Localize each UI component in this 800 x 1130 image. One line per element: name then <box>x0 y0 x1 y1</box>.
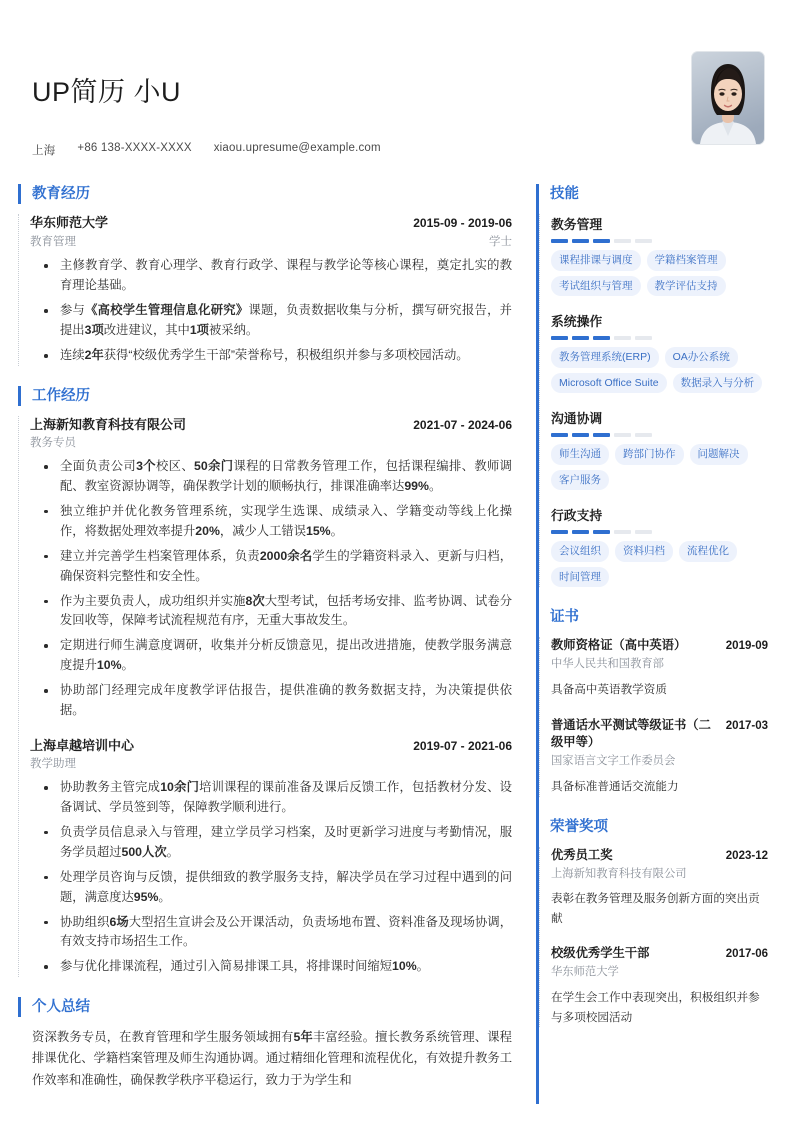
list-item: 负责学员信息录入与管理，建立学员学习档案，及时更新学习进度与考勤情况，服务学员超过500人次。 <box>30 823 512 863</box>
work-entry-header <box>30 737 512 756</box>
skill-tag: 师生沟通 <box>551 444 609 465</box>
work-company: 上海卓越培训中心 <box>30 737 135 753</box>
list-item: 协助部门经理完成年度教学评估报告，提供准确的教务数据支持，为决策提供依据。 <box>30 681 512 721</box>
skill-tag: 时间管理 <box>551 567 609 588</box>
section-honors <box>550 817 768 1027</box>
section-body-education <box>18 214 512 366</box>
skill-tag: OA办公系统 <box>665 347 738 368</box>
section-skills <box>550 184 768 587</box>
certificate-name: 教师资格证（高中英语） <box>551 638 687 653</box>
skill-tags <box>551 541 768 587</box>
list-item: 协助教务主管完成10余门培训课程的课前准备及课后反馈工作，包括教材分发、设备调试、学员签到等，保障教学顺利进行。 <box>30 778 512 818</box>
skill-level-segment <box>614 433 631 437</box>
section-title-certificates: 证书 <box>550 609 579 626</box>
skill-group-name: 系统操作 <box>551 314 603 330</box>
work-entry <box>30 416 512 721</box>
sidebar-column <box>536 184 768 1104</box>
certificate-date: 2017-03 <box>725 719 768 732</box>
section-body-work <box>18 416 512 977</box>
section-title-education: 教育经历 <box>18 184 512 204</box>
skill-tag: 教学评估支持 <box>647 276 726 297</box>
skill-tag: 流程优化 <box>679 541 737 562</box>
education-entry <box>30 214 512 366</box>
honor-name: 校级优秀学生干部 <box>551 946 650 961</box>
skill-level-segment <box>593 239 610 243</box>
resume-body <box>32 184 768 1110</box>
list-item: 参与优化排课流程，通过引入简易排课工具，将排课时间缩短10%。 <box>30 957 512 977</box>
section-title-work: 工作经历 <box>18 386 512 406</box>
honor-header <box>551 847 768 865</box>
list-item: 作为主要负责人，成功组织并实施8次大型考试，包括考场安排、监考协调、试卷分发回收等，保障考试流程规范有序，无重大事故发生。 <box>30 592 512 632</box>
section-body-certificates <box>539 637 768 796</box>
certificate-entry <box>551 717 768 797</box>
avatar <box>692 52 764 144</box>
work-company: 上海新知教育科技有限公司 <box>30 417 187 433</box>
skill-level-segment <box>593 530 610 534</box>
work-date: 2021-07 - 2024-06 <box>413 418 512 433</box>
skill-tag: 课程排课与调度 <box>551 250 641 271</box>
section-body-honors <box>539 847 768 1027</box>
skill-group <box>551 408 768 490</box>
work-role: 教务专员 <box>30 436 76 449</box>
skill-tag: 数据录入与分析 <box>673 373 763 394</box>
list-item: 连续2年获得“校级优秀学生干部”荣誉称号，积极组织并参与多项校园活动。 <box>30 346 512 366</box>
contact-phone: +86 138-XXXX-XXXX <box>77 142 192 155</box>
certificate-date: 2019-09 <box>725 640 768 653</box>
skill-level-meter <box>551 336 768 340</box>
skill-level-segment <box>614 336 631 340</box>
skill-level-segment <box>614 530 631 534</box>
work-role: 教学助理 <box>30 757 76 770</box>
certificate-desc: 具备标准普通话交流能力 <box>551 780 679 794</box>
certificate-entry <box>551 637 768 699</box>
list-item: 全面负责公司3个校区、50余门课程的日常教务管理工作，包括课程编排、教师调配、教室资源协调等，确保教学计划的顺畅执行，排课准确率达99%。 <box>30 457 512 497</box>
honor-desc: 在学生会工作中表现突出，积极组织并参与多项校园活动 <box>551 991 760 1024</box>
skill-tag: 学籍档案管理 <box>647 250 726 271</box>
skill-group-name: 行政支持 <box>551 508 603 524</box>
certificate-issuer: 国家语言文字工作委员会 <box>551 755 676 768</box>
honor-desc: 表彰在教务管理及服务创新方面的突出贡献 <box>551 892 760 925</box>
skill-tag: 资料归档 <box>615 541 673 562</box>
header-left <box>32 52 381 158</box>
resume-header <box>32 0 768 158</box>
list-item: 定期进行师生满意度调研，收集并分析反馈意见，提出改进措施，使教学服务满意度提升10%。 <box>30 636 512 676</box>
skill-level-segment <box>551 433 568 437</box>
honor-name: 优秀员工奖 <box>551 847 613 862</box>
honor-date: 2023-12 <box>725 849 768 862</box>
skill-tags <box>551 347 768 393</box>
skill-tag: 会议组织 <box>551 541 609 562</box>
work-bullets <box>30 778 512 977</box>
main-column <box>32 184 512 1110</box>
skill-tag: Microsoft Office Suite <box>551 373 667 394</box>
skill-group <box>551 214 768 296</box>
list-item: 独立维护并优化教务管理系统，实现学生选课、成绩录入、学籍变动等线上化操作，将数据处理效率提升20%，减少人工错误15%。 <box>30 502 512 542</box>
education-entry-header <box>30 214 512 233</box>
skill-level-meter <box>551 433 768 437</box>
section-body-skills <box>539 214 768 587</box>
section-education <box>32 184 512 366</box>
skill-level-segment <box>614 239 631 243</box>
contact-location: 上海 <box>32 145 56 158</box>
honor-date: 2017-06 <box>725 948 768 961</box>
section-work <box>32 386 512 977</box>
skill-level-segment <box>551 239 568 243</box>
list-item: 协助组织6场大型招生宣讲会及公开课活动，负责场地布置、资料准备及现场协调，有效支持市场招生工作。 <box>30 913 512 953</box>
page-title: UP简历 小U <box>32 77 182 107</box>
skill-level-segment <box>593 336 610 340</box>
honor-entry <box>551 847 768 929</box>
education-entry-subheader <box>30 233 512 251</box>
skill-level-meter <box>551 530 768 534</box>
skill-level-meter <box>551 239 768 243</box>
list-item: 处理学员咨询与反馈，提供细致的教学服务支持，解决学员在学习过程中遇到的问题，满意度达95%。 <box>30 868 512 908</box>
contact-row <box>32 142 381 158</box>
skill-tag: 跨部门协作 <box>615 444 684 465</box>
skill-level-segment <box>635 433 652 437</box>
summary-text: 资深教务专员，在教育管理和学生服务领域拥有5年丰富经验。擅长教务系统管理、课程排课优化、学籍档案管理及师生沟通协调。通过精细化管理和流程优化，有效提升教务工作效率和准确性，确保教学秩序平稳运行，致力于为学生和 <box>32 1030 512 1087</box>
education-degree: 学士 <box>489 236 512 249</box>
skill-tag: 客户服务 <box>551 470 609 491</box>
list-item: 建立并完善学生档案管理体系，负责2000余名学生的学籍资料录入、更新与归档，确保资料完整性和安全性。 <box>30 547 512 587</box>
skill-level-segment <box>635 336 652 340</box>
skill-group <box>551 311 768 393</box>
skill-group-name: 教务管理 <box>551 217 603 233</box>
honor-header <box>551 945 768 963</box>
education-bullets <box>30 256 512 366</box>
skill-group <box>551 505 768 587</box>
skill-level-segment <box>635 530 652 534</box>
skill-group-name: 沟通协调 <box>551 411 603 427</box>
work-date: 2019-07 - 2021-06 <box>413 738 512 753</box>
skill-level-segment <box>572 336 589 340</box>
skill-level-segment <box>635 239 652 243</box>
skill-tags <box>551 444 768 490</box>
certificate-header <box>551 717 768 753</box>
skill-tags <box>551 250 768 296</box>
list-item: 主修教育学、教育心理学、教育行政学、课程与教学论等核心课程，奠定扎实的教育理论基础。 <box>30 256 512 296</box>
section-summary <box>32 997 512 1090</box>
section-certificates <box>550 607 768 796</box>
skill-tag: 问题解决 <box>690 444 748 465</box>
honor-entry <box>551 945 768 1027</box>
certificate-issuer: 中华人民共和国教育部 <box>551 658 664 671</box>
education-date: 2015-09 - 2019-06 <box>413 216 512 231</box>
work-entry-header <box>30 416 512 435</box>
skill-level-segment <box>572 433 589 437</box>
honor-issuer: 上海新知教育科技有限公司 <box>551 867 687 880</box>
education-major: 教育管理 <box>30 236 76 249</box>
skill-tag: 教务管理系统(ERP) <box>551 347 659 368</box>
skill-level-segment <box>593 433 610 437</box>
skill-level-segment <box>551 336 568 340</box>
skill-tag: 考试组织与管理 <box>551 276 641 297</box>
section-title-summary: 个人总结 <box>18 997 512 1017</box>
work-entry <box>30 737 512 977</box>
certificate-header <box>551 637 768 655</box>
skill-level-segment <box>572 530 589 534</box>
list-item: 参与《高校学生管理信息化研究》课题，负责数据收集与分析，撰写研究报告，并提出3项改进建议，其中1项被采纳。 <box>30 301 512 341</box>
education-school: 华东师范大学 <box>30 215 109 231</box>
skill-level-segment <box>551 530 568 534</box>
work-bullets <box>30 457 512 721</box>
section-title-skills: 技能 <box>550 186 579 203</box>
honor-issuer: 华东师范大学 <box>551 966 619 979</box>
certificate-name: 普通话水平测试等级证书（二级甲等） <box>551 717 711 750</box>
certificate-desc: 具备高中英语教学资质 <box>551 683 667 697</box>
contact-email: xiaou.upresume@example.com <box>213 142 381 155</box>
section-title-honors: 荣誉奖项 <box>550 818 608 835</box>
skill-level-segment <box>572 239 589 243</box>
